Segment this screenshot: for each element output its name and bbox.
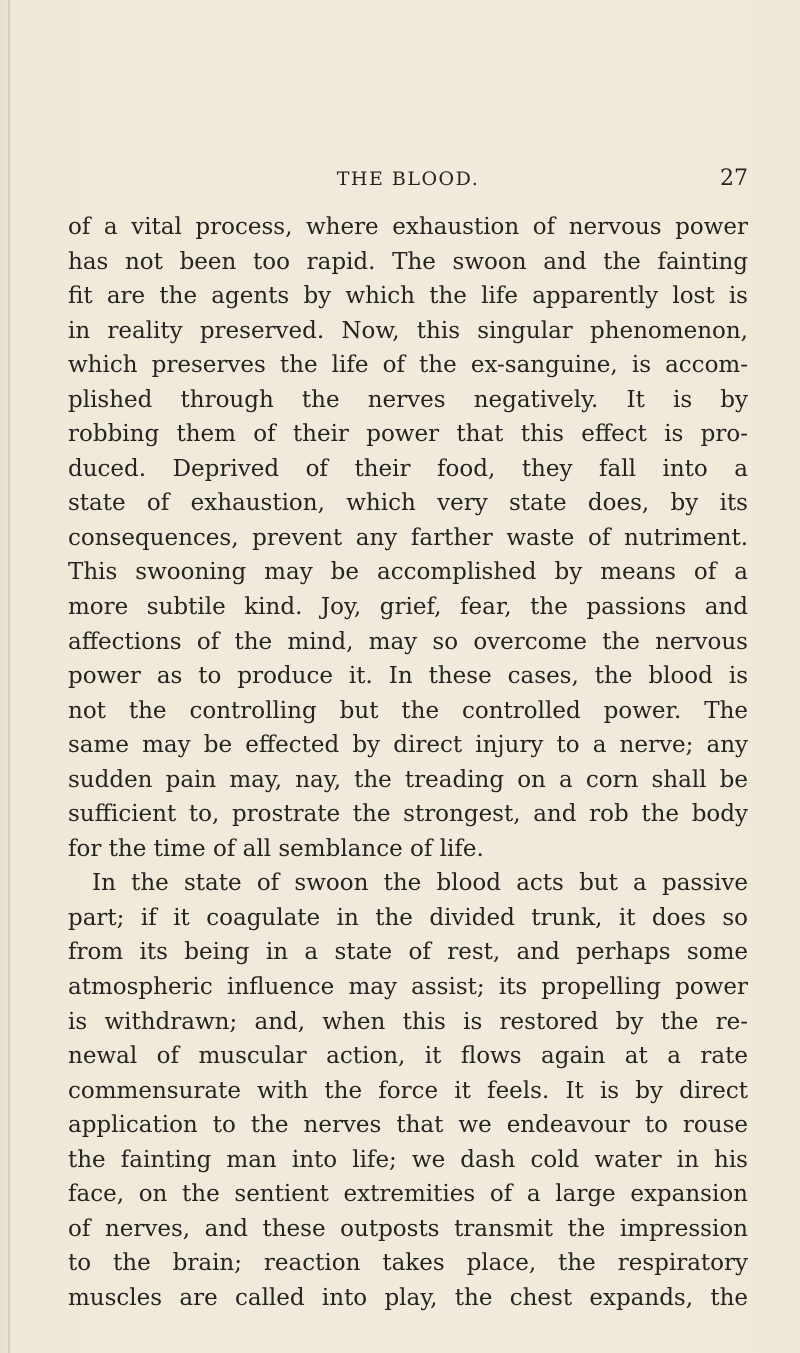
text-line: application to the nerves that we endeavour to rouse — [68, 1112, 748, 1139]
text-line: same may be effected by direct injury to a nerve; any — [68, 732, 748, 759]
body-text — [68, 210, 748, 1316]
text-line: which preserves the life of the ex-sanguine, is accom- — [68, 352, 748, 379]
text-line-paragraph-start: In the state of swoon the blood acts but a passive — [92, 870, 748, 897]
text-line: commensurate with the force it feels. It is by direct — [68, 1077, 748, 1104]
text-line: has not been too rapid. The swoon and the fainting — [68, 248, 748, 275]
text-line: more subtile kind. Joy, grief, fear, the passions and — [68, 594, 748, 621]
text-line: of a vital process, where exhaustion of nervous power — [68, 214, 748, 240]
text-line: newal of muscular action, it flows again at a rate — [68, 1043, 748, 1070]
text-line: This swooning may be accomplished by means of a — [68, 559, 748, 586]
text-line: from its being in a state of rest, and perhaps some — [68, 939, 748, 966]
text-line: fit are the agents by which the life apparently lost is — [68, 283, 748, 310]
text-line: muscles are called into play, the chest expands, the — [68, 1284, 748, 1311]
text-line: duced. Deprived of their food, they fall into a — [68, 455, 748, 482]
text-line: in reality preserved. Now, this singular phenomenon, — [68, 317, 748, 344]
page-gutter — [8, 0, 10, 1353]
text-line: robbing them of their power that this effect is pro- — [68, 421, 748, 448]
text-line-paragraph-end: for the time of all semblance of life. — [68, 835, 484, 862]
text-line: state of exhaustion, which very state does, by its — [68, 490, 748, 517]
text-line: consequences, prevent any farther waste of nutriment. — [68, 524, 748, 551]
text-line: the fainting man into life; we dash cold water in his — [68, 1146, 748, 1173]
text-line: of nerves, and these outposts transmit the impression — [68, 1215, 748, 1242]
running-head — [68, 168, 748, 198]
text-line: sudden pain may, nay, the treading on a corn shall be — [68, 766, 748, 793]
text-line: is withdrawn; and, when this is restored by the re- — [68, 1008, 748, 1035]
text-line: affections of the mind, may so overcome the nervous — [68, 628, 748, 655]
text-line: power as to produce it. In these cases, the blood is — [68, 663, 748, 690]
text-line: plished through the nerves negatively. It is by — [68, 386, 748, 413]
text-line: not the controlling but the controlled power. The — [68, 697, 748, 724]
running-head-title: THE BLOOD. — [336, 168, 480, 190]
text-line: atmospheric influence may assist; its propelling power — [68, 974, 748, 1001]
text-line: to the brain; reaction takes place, the respiratory — [68, 1250, 748, 1277]
text-line: sufficient to, prostrate the strongest, and rob the body — [68, 801, 748, 828]
text-line: part; if it coagulate in the divided trunk, it does so — [68, 904, 748, 931]
text-line: face, on the sentient extremities of a large expansion — [68, 1181, 748, 1208]
page-number: 27 — [720, 166, 748, 191]
